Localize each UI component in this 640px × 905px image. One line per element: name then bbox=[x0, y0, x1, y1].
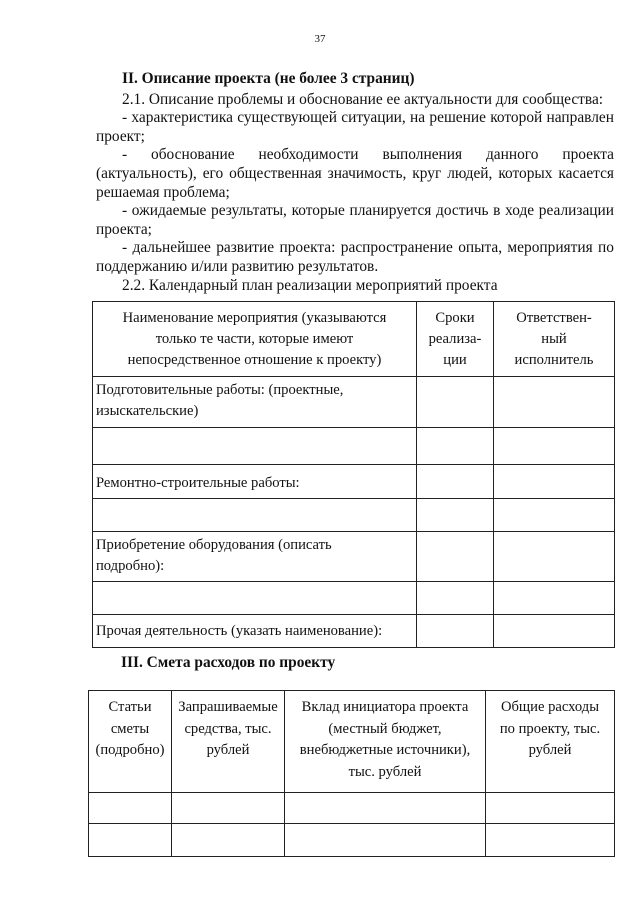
paragraph-justification: - обоснование необходимости выполнения данного проекта (актуальность), его общественная значимость, круг людей, которых касается решаемая проблема; bbox=[96, 146, 614, 201]
activity-cell: Прочая деятельность (указать наименование): bbox=[93, 615, 417, 648]
table-row bbox=[89, 824, 615, 857]
section-2-heading: II. Описание проекта (не более 3 страниц) bbox=[122, 70, 415, 87]
budget-cell bbox=[89, 793, 172, 824]
header-initiator-contribution: Вклад инициатора проекта (местный бюджет, внебюджетные источники), тыс. рублей bbox=[285, 691, 486, 793]
header-activity-name: Наименование мероприятия (указываются только те части, которые имеют непосредственное отношение к проекту) bbox=[93, 302, 417, 377]
budget-cell bbox=[486, 793, 615, 824]
paragraph-2-2: 2.2. Календарный план реализации мероприятий проекта bbox=[122, 276, 498, 294]
budget-cell bbox=[486, 824, 615, 857]
paragraph-expected-results: - ожидаемые результаты, которые планируется достичь в ходе реализации проекта; bbox=[96, 202, 614, 238]
table-header-row bbox=[89, 691, 615, 793]
calendar-plan-table bbox=[92, 301, 615, 648]
responsible-cell bbox=[494, 532, 615, 582]
activity-cell bbox=[93, 428, 417, 465]
responsible-cell bbox=[494, 615, 615, 648]
responsible-cell bbox=[494, 582, 615, 615]
deadline-cell bbox=[417, 582, 494, 615]
activity-cell bbox=[93, 499, 417, 532]
table-header-row bbox=[93, 302, 615, 377]
header-budget-items: Статьи сметы (подробно) bbox=[89, 691, 172, 793]
responsible-cell bbox=[494, 465, 615, 499]
activity-cell: Приобретение оборудования (описать подробно): bbox=[93, 532, 417, 582]
deadline-cell bbox=[417, 499, 494, 532]
table-row bbox=[93, 582, 615, 615]
paragraph-situation: - характеристика существующей ситуации, на решение которой направлен проект; bbox=[96, 109, 614, 145]
budget-table bbox=[88, 690, 615, 857]
table-row bbox=[89, 793, 615, 824]
table-row bbox=[93, 615, 615, 648]
paragraph-further-development: - дальнейшее развитие проекта: распространение опыта, мероприятия по поддержанию и/или развитию результатов. bbox=[96, 239, 614, 275]
deadline-cell bbox=[417, 465, 494, 499]
header-total-expenses: Общие расходы по проекту, тыс. рублей bbox=[486, 691, 615, 793]
deadline-cell bbox=[417, 532, 494, 582]
deadline-cell bbox=[417, 615, 494, 648]
activity-cell bbox=[93, 582, 417, 615]
header-responsible: Ответствен-ный исполнитель bbox=[494, 302, 615, 377]
budget-cell bbox=[172, 793, 285, 824]
header-deadlines: Сроки реализа-ции bbox=[417, 302, 494, 377]
activity-cell: Подготовительные работы: (проектные, изыскательские) bbox=[93, 377, 417, 428]
table-row bbox=[93, 532, 615, 582]
table-row bbox=[93, 499, 615, 532]
table-row bbox=[93, 377, 615, 428]
page-number: 37 bbox=[314, 33, 326, 45]
budget-cell bbox=[285, 793, 486, 824]
header-requested-funds: Запрашиваемые средства, тыс. рублей bbox=[172, 691, 285, 793]
paragraph-2-1: 2.1. Описание проблемы и обоснование ее актуальности для сообщества: bbox=[122, 90, 604, 108]
responsible-cell bbox=[494, 499, 615, 532]
deadline-cell bbox=[417, 377, 494, 428]
budget-cell bbox=[172, 824, 285, 857]
activity-cell: Ремонтно-строительные работы: bbox=[93, 465, 417, 499]
section-3-heading: III. Смета расходов по проекту bbox=[121, 654, 336, 671]
budget-cell bbox=[285, 824, 486, 857]
section-2 bbox=[96, 70, 614, 295]
table-row bbox=[93, 428, 615, 465]
responsible-cell bbox=[494, 377, 615, 428]
table-row bbox=[93, 465, 615, 499]
deadline-cell bbox=[417, 428, 494, 465]
responsible-cell bbox=[494, 428, 615, 465]
budget-cell bbox=[89, 824, 172, 857]
